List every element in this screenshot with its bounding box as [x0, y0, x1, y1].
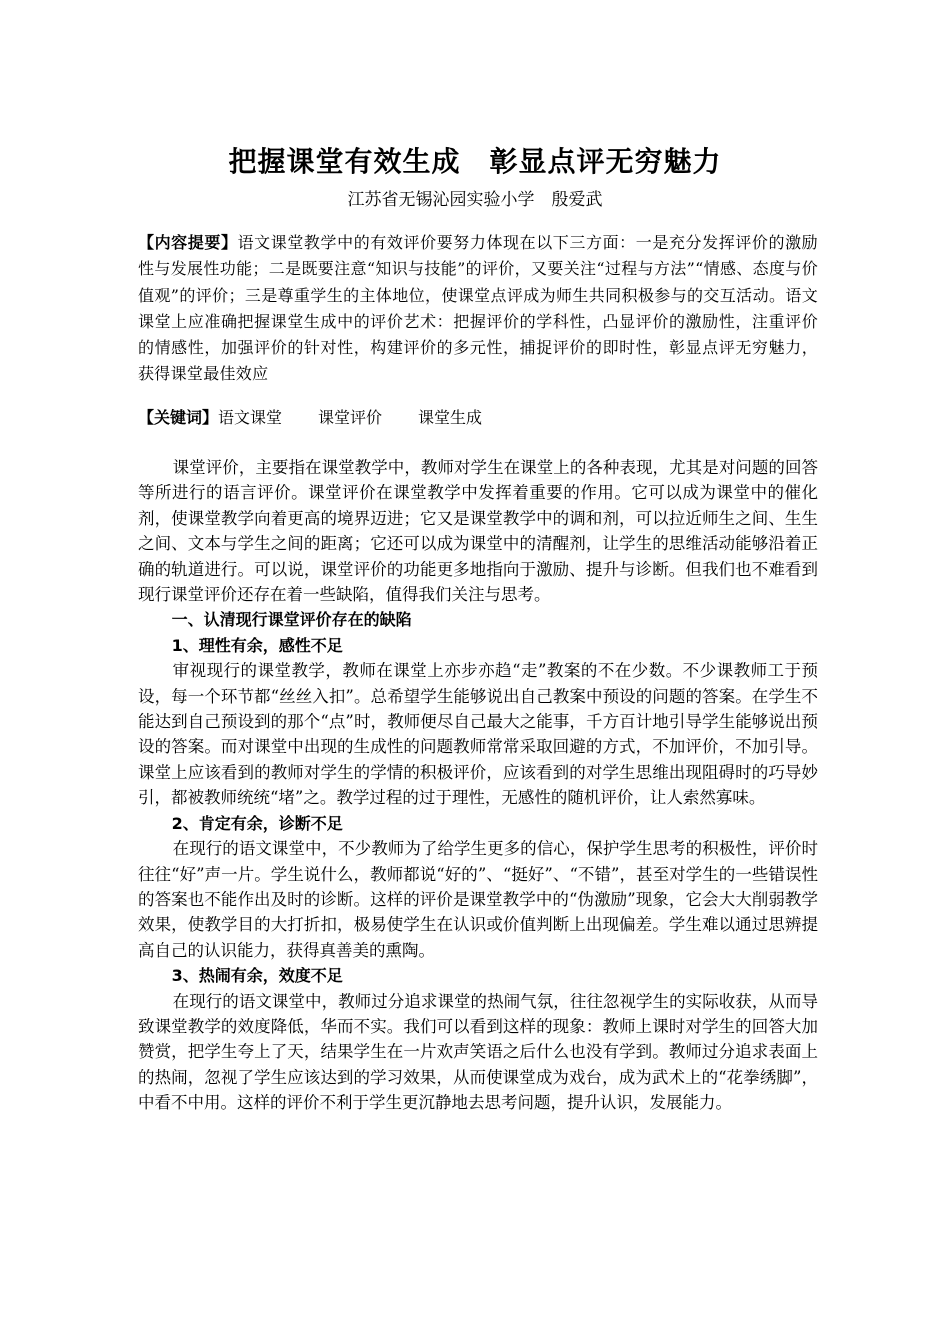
keyword: 课堂评价	[318, 408, 383, 427]
section-heading: 一、认清现行课堂评价存在的缺陷	[171, 610, 412, 630]
keyword: 课堂生成	[418, 408, 483, 427]
document-title: 把握课堂有效生成 彰显点评无穷魅力	[228, 145, 722, 178]
subsection-heading: 1、理性有余，感性不足	[171, 635, 343, 655]
abstract	[138, 230, 818, 388]
subsection-paragraph: 在现行的语文课堂中，不少教师为了给学生更多的信心，保护学生思考的积极性，评价时往往“好”声一片。学生说什么，教师都说“好的”、“挺好”、“不错”，甚至对学生的一些错误性的答案也不能作出及时的诊断。这样的评价是课堂教学中的“伪激励”现象，它会大大削弱教学效果，使教学目的大打折扣，极易使学生在认识或价值判断上出现偏差。学生难以通过思辨提高自己的认识能力，获得真善美的熏陶。	[138, 839, 818, 960]
keyword: 语文课堂	[218, 408, 283, 427]
subsection-paragraph: 审视现行的课堂教学，教师在课堂上亦步亦趋“走”教案的不在少数。不少课教师工于预设，每一个环节都“丝丝入扣”。总希望学生能够说出自己教案中预设的问题的答案。在学生不能达到自己预设到的那个“点”时，教师便尽自己最大之能事，千方百计地引导学生能够说出预设的答案。而对课堂中出现的生成性的问题教师常常采取回避的方式，不加评价，不加引导。课堂上应该看到的教师对学生的学情的积极评价，应该看到的对学生思维出现阻碍时的巧导妙引，都被教师统统“堵”之。教学过程的过于理性，无感性的随机评价，让人索然寡味。	[138, 661, 818, 808]
subsection-paragraph: 在现行的语文课堂中，教师过分追求课堂的热闹气氛，往往忽视学生的实际收获，从而导致课堂教学的效度降低，华而不实。我们可以看到这样的现象：教师上课时对学生的回答大加赞赏，把学生夸上了天，结果学生在一片欢声笑语之后什么也没有学到。教师过分追求表面上的热闹，忽视了学生应该达到的学习效果，从而使课堂成为戏台，成为武术上的“花拳绣脚”，中看不中用。这样的评价不利于学生更沉静地去思考问题，提升认识，发展能力。	[138, 991, 818, 1113]
subsection-heading: 2、肯定有余，诊断不足	[171, 813, 343, 833]
keywords-label: 【关键词】	[138, 408, 219, 427]
keywords	[138, 405, 818, 431]
subsection-heading: 3、热闹有余，效度不足	[171, 966, 343, 986]
intro-paragraph: 课堂评价，主要指在课堂教学中，教师对学生在课堂上的各种表现，尤其是对问题的回答等所进行的语言评价。课堂评价在课堂教学中发挥着重要的作用。它可以成为课堂中的催化剂，使课堂教学向着更高的境界迈进；它又是课堂教学中的调和剂，可以拉近师生之间、生生之间、文本与学生之间的距离；它还可以成为课堂中的清醒剂，让学生的思维活动能够沿着正确的轨道进行。可以说，课堂评价的功能更多地指向于激励、提升与诊断。但我们也不难看到现行课堂评价还存在着一些缺陷，值得我们关注与思考。	[138, 458, 818, 605]
abstract-label: 【内容提要】	[138, 233, 238, 252]
body-text	[138, 455, 818, 1116]
abstract-text: 语文课堂教学中的有效评价要努力体现在以下三方面：一是充分发挥评价的激励性与发展性功能；二是既要注意“知识与技能”的评价，又要关注“过程与方法”“情感、态度与价值观”的评价；三是尊重学生的主体地位，使课堂点评成为师生共同积极参与的交互活动。语文课堂上应准确把握课堂生成中的评价艺术：把握评价的学科性，凸显评价的激励性，注重评价的情感性，加强评价的针对性，构建评价的多元性，捕捉评价的即时性，彰显点评无穷魅力，获得课堂最佳效应	[138, 233, 818, 384]
author-line: 江苏省无锡沁园实验小学 殷爱武	[347, 190, 603, 210]
